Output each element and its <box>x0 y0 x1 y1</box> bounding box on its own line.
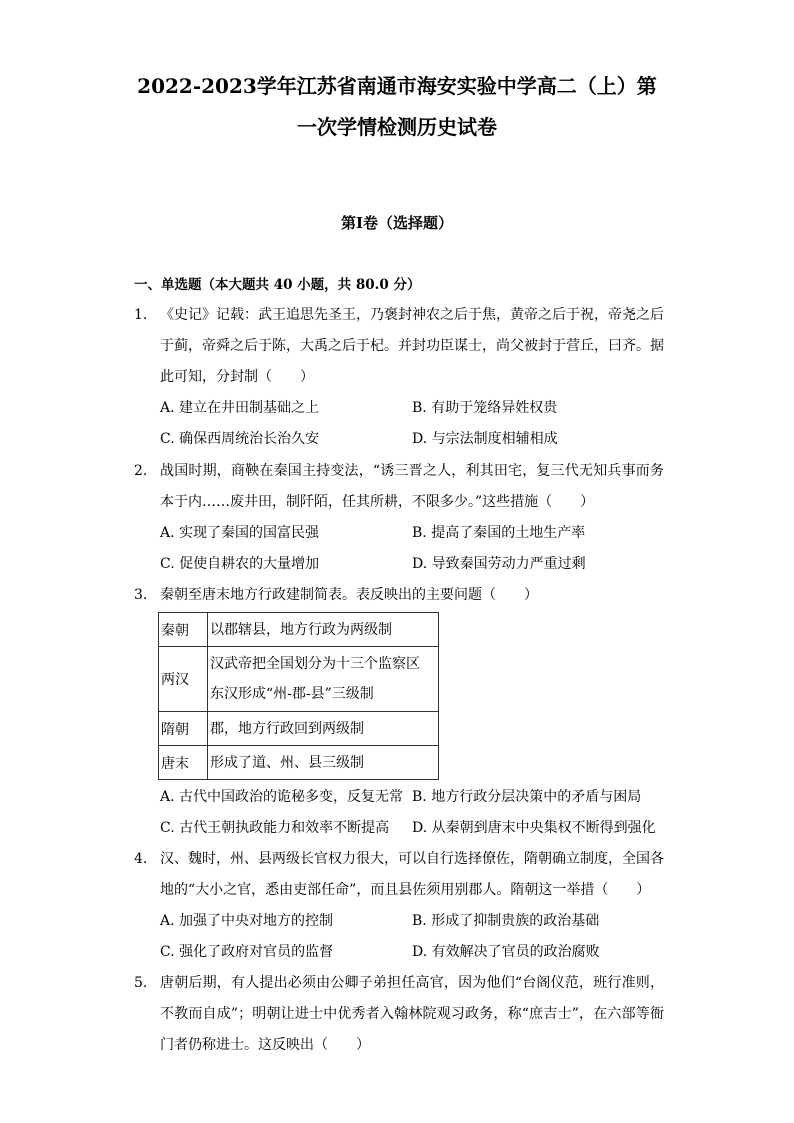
question-5 <box>134 968 664 1061</box>
table-row <box>159 613 439 647</box>
question-2-options <box>160 518 670 580</box>
question-number: 5. <box>134 975 148 991</box>
table-cell-desc: 汉武帝把全国划分为十三个监察区 东汉形成“州-郡-县”三级制 <box>208 647 439 712</box>
option-c[interactable]: C. 古代王朝执政能力和效率不断提高 <box>160 820 390 836</box>
option-b[interactable]: B. 形成了抑制贵族的政治基础 <box>412 913 600 929</box>
admin-system-table <box>158 612 439 780</box>
question-text: 秦朝至唐末地方行政建制简表。表反映出的主要问题（ ） <box>160 587 538 603</box>
table-cell-desc: 以郡辖县，地方行政为两级制 <box>208 613 439 647</box>
question-1-options <box>160 393 670 455</box>
question-text: 战国时期，商鞅在秦国主持变法，“诱三晋之人，利其田宅，复三代无知兵事而务本于内……废井田，制阡陌，任其所耕，不限多少。”这些措施（ ） <box>160 463 664 510</box>
question-number: 4. <box>134 851 148 867</box>
table-cell-desc: 郡，地方行政回到两级制 <box>208 712 439 746</box>
question-2 <box>134 456 664 518</box>
option-c[interactable]: C. 确保西周统治长治久安 <box>160 431 320 447</box>
question-text: 汉、魏时，州、县两级长官权力很大，可以自行选择僚佐，隋朝确立制度，全国各地的“大小之官，悉由吏部任命”，而且县佐须用别郡人。隋朝这一举措（ ） <box>160 851 664 898</box>
section-heading: 一、单选题（本大题共 40 小题，共 80.0 分） <box>134 277 421 293</box>
question-1 <box>134 300 664 393</box>
question-number: 1. <box>134 307 148 323</box>
option-d[interactable]: D. 与宗法制度相辅相成 <box>412 431 558 447</box>
option-b[interactable]: B. 提高了秦国的土地生产率 <box>412 525 586 541</box>
question-4 <box>134 844 664 906</box>
volume-subtitle: 第I卷（选择题） <box>340 214 454 232</box>
table-row <box>159 647 439 712</box>
option-a[interactable]: A. 实现了秦国的国富民强 <box>160 525 320 541</box>
option-c[interactable]: C. 强化了政府对官员的监督 <box>160 944 334 960</box>
exam-title-line-2: 一次学情检测历史试卷 <box>297 115 497 139</box>
exam-title-line-1: 2022-2023学年江苏省南通市海安实验中学高二（上）第 <box>137 74 657 98</box>
option-d[interactable]: D. 导致秦国劳动力严重过剩 <box>412 556 586 572</box>
option-a[interactable]: A. 加强了中央对地方的控制 <box>160 913 334 929</box>
question-text: 《史记》记载：武王追思先圣王，乃褒封神农之后于焦，黄帝之后于祝，帝尧之后于蓟，帝舜之后于陈，大禹之后于杞。并封功臣谋士，尚父被封于营丘，曰齐。据此可知，分封制（ ） <box>160 307 664 385</box>
table-cell-era: 唐末 <box>159 746 208 780</box>
option-b[interactable]: B. 有助于笼络异姓权贵 <box>412 400 558 416</box>
question-4-options <box>160 906 670 968</box>
option-d[interactable]: D. 从秦朝到唐末中央集权不断得到强化 <box>412 820 656 836</box>
table-cell-era: 两汉 <box>159 647 208 712</box>
question-number: 3. <box>134 587 148 603</box>
option-c[interactable]: C. 促使自耕农的大量增加 <box>160 556 320 572</box>
option-d[interactable]: D. 有效解决了官员的政治腐败 <box>412 944 600 960</box>
option-b[interactable]: B. 地方行政分层决策中的矛盾与困局 <box>412 789 642 805</box>
question-3-options <box>160 782 670 844</box>
question-text: 唐朝后期，有人提出必须由公卿子弟担任高官，因为他们“台阁仪范，班行准则，不教而自成”；明朝让进士中优秀者入翰林院观习政务，称“庶吉士”，在六部等衙门者仍称进士。这反映出（ ） <box>160 975 664 1053</box>
option-a[interactable]: A. 古代中国政治的诡秘多变，反复无常 <box>160 789 404 805</box>
question-3 <box>134 580 664 611</box>
table-cell-era: 秦朝 <box>159 613 208 647</box>
table-cell-era: 隋朝 <box>159 712 208 746</box>
table-row <box>159 712 439 746</box>
question-number: 2. <box>134 463 148 479</box>
table-row <box>159 746 439 780</box>
table-cell-desc: 形成了道、州、县三级制 <box>208 746 439 780</box>
option-a[interactable]: A. 建立在井田制基础之上 <box>160 400 320 416</box>
